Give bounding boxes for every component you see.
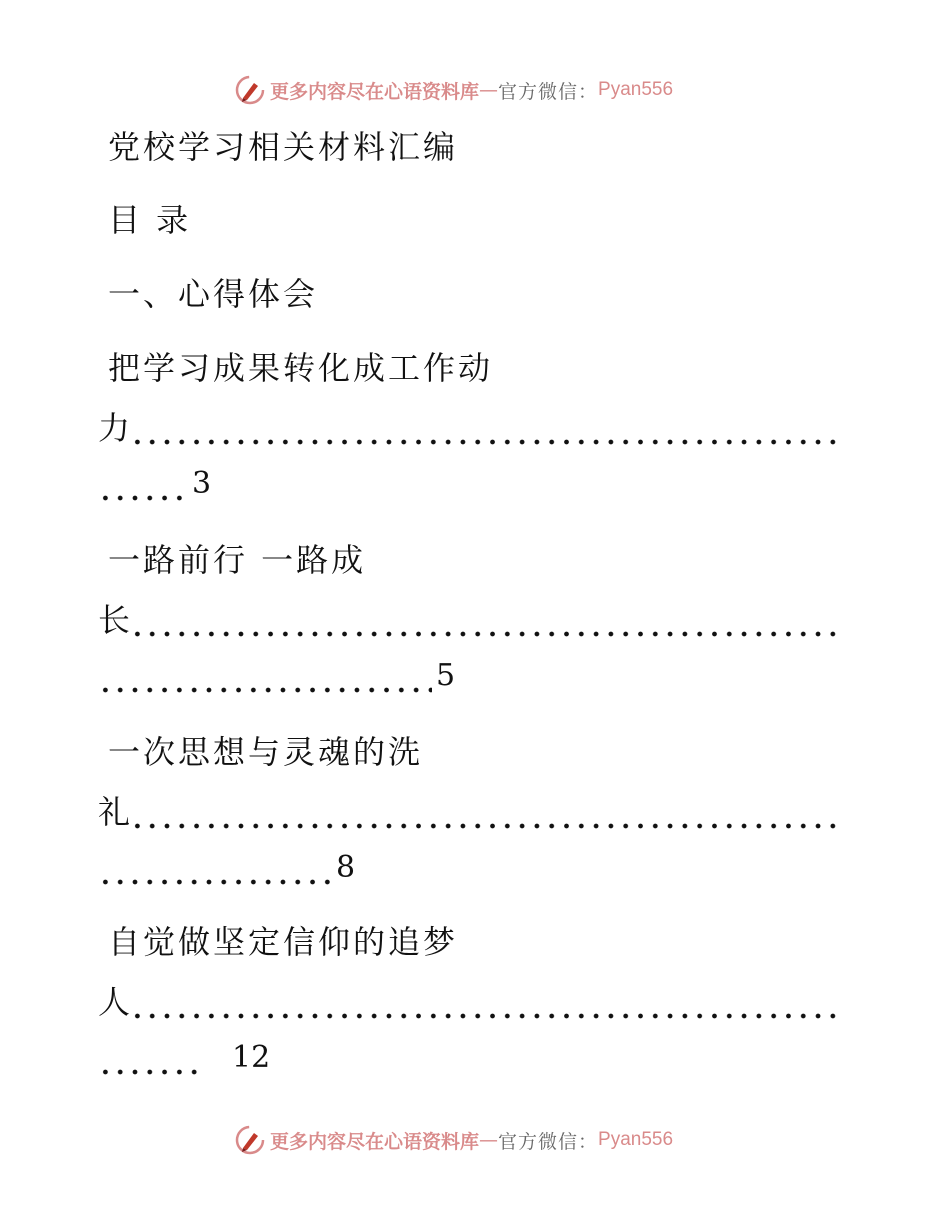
toc-heading: 目 录	[108, 201, 192, 239]
toc-entry-tail	[98, 1038, 270, 1078]
toc-entry-page[interactable]: 5	[436, 658, 456, 693]
dot-leader	[130, 792, 840, 832]
pen-logo-icon	[234, 1124, 266, 1156]
toc-entry-page[interactable]: 12	[232, 1040, 271, 1075]
watermark-dash: —	[479, 1129, 499, 1151]
toc-entry-leader	[98, 792, 840, 832]
watermark-dash: —	[479, 79, 499, 101]
dot-leader	[130, 600, 840, 640]
dot-leader	[130, 982, 840, 1022]
pen-logo-icon	[234, 74, 266, 106]
dot-leader	[130, 408, 840, 448]
watermark-main-text: 更多内容尽在心语资料库	[270, 80, 480, 103]
toc-entry-title[interactable]: 自觉做坚定信仰的追梦	[108, 923, 459, 961]
toc-entry-title-end: 力	[98, 409, 131, 447]
toc-entry-title[interactable]: 一路前行 一路成	[108, 541, 367, 579]
watermark-wechat-id: Pyan556	[598, 79, 674, 100]
toc-entry-page[interactable]: 3	[192, 466, 212, 501]
watermark-wechat-id: Pyan556	[598, 1129, 674, 1150]
toc-entry-leader	[98, 982, 840, 1022]
dot-leader	[98, 656, 432, 696]
toc-entry-title-end: 礼	[98, 793, 131, 831]
toc-entry-title-end: 人	[98, 983, 131, 1021]
toc-entry-tail	[98, 848, 355, 888]
dot-leader	[98, 848, 332, 888]
toc-entry-title[interactable]: 一次思想与灵魂的洗	[108, 733, 424, 771]
toc-entry-tail	[98, 656, 455, 696]
watermark-footer	[234, 1123, 673, 1157]
watermark-header	[234, 73, 673, 107]
watermark-main-text: 更多内容尽在心语资料库	[270, 1130, 480, 1153]
dot-leader	[98, 464, 188, 504]
watermark-official-label: 官方微信：	[498, 1130, 599, 1153]
section-heading: 一、心得体会	[108, 275, 319, 313]
toc-entry-title-end: 长	[98, 601, 131, 639]
toc-entry-leader	[98, 408, 840, 448]
document-title: 党校学习相关材料汇编	[108, 128, 459, 166]
toc-entry-leader	[98, 600, 840, 640]
toc-entry-title[interactable]: 把学习成果转化成工作动	[108, 349, 494, 387]
watermark-official-label: 官方微信：	[498, 80, 599, 103]
dot-leader	[98, 1038, 202, 1078]
toc-entry-page[interactable]: 8	[336, 850, 356, 885]
toc-entry-tail	[98, 464, 211, 504]
